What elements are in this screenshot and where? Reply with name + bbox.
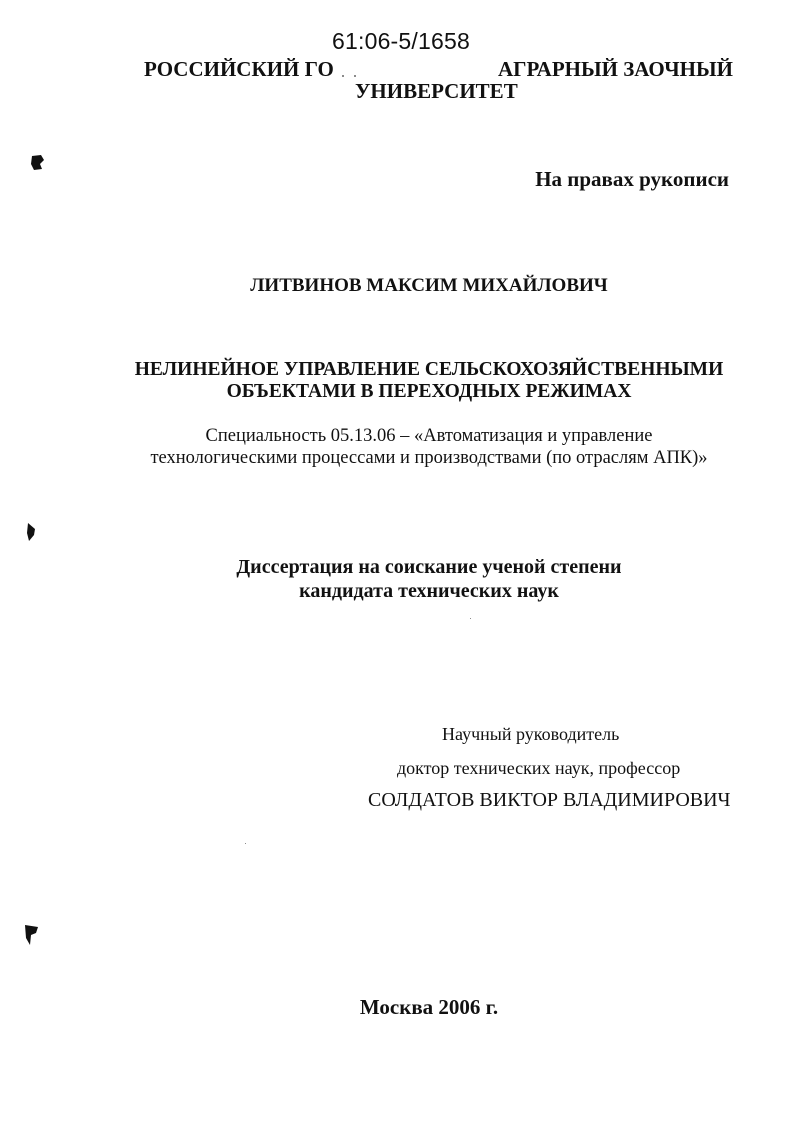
binding-hole-mark <box>24 521 38 543</box>
scan-speck <box>245 843 246 844</box>
degree-statement-line1: Диссертация на соискание ученой степени <box>236 556 622 578</box>
supervisor-label: Научный руководитель <box>442 724 620 744</box>
binding-hole-mark <box>22 922 42 948</box>
binding-hole-mark <box>28 153 48 173</box>
scan-speck <box>470 618 471 619</box>
supervisor-degree: доктор технических наук, профессор <box>397 758 681 778</box>
scan-speck <box>354 75 356 77</box>
university-name-line2: УНИВЕРСИТЕТ <box>355 79 518 103</box>
author-name: ЛИТВИНОВ МАКСИМ МИХАЙЛОВИЧ <box>250 275 608 296</box>
library-stamp-code: 61:06-5/1658 <box>332 28 470 54</box>
university-name-start: РОССИЙСКИЙ ГО <box>144 57 334 81</box>
specialty-line1: Специальность 05.13.06 – «Автоматизация и управление <box>205 426 653 446</box>
dissertation-title-line1: НЕЛИНЕЙНОЕ УПРАВЛЕНИЕ СЕЛЬСКОХОЗЯЙСТВЕННЫМИ <box>134 359 724 380</box>
university-name-end: АГРАРНЫЙ ЗАОЧНЫЙ <box>498 57 733 81</box>
city-year: Москва 2006 г. <box>359 995 499 1019</box>
manuscript-rights-note: На правах рукописи <box>535 167 729 191</box>
degree-statement-line2: кандидата технических наук <box>299 580 559 602</box>
supervisor-name: СОЛДАТОВ ВИКТОР ВЛАДИМИРОВИЧ <box>368 789 731 811</box>
specialty-line2: технологическими процессами и производствами (по отраслям АПК)» <box>150 448 708 468</box>
scan-speck <box>342 75 344 77</box>
dissertation-title-line2: ОБЪЕКТАМИ В ПЕРЕХОДНЫХ РЕЖИМАХ <box>226 381 632 402</box>
